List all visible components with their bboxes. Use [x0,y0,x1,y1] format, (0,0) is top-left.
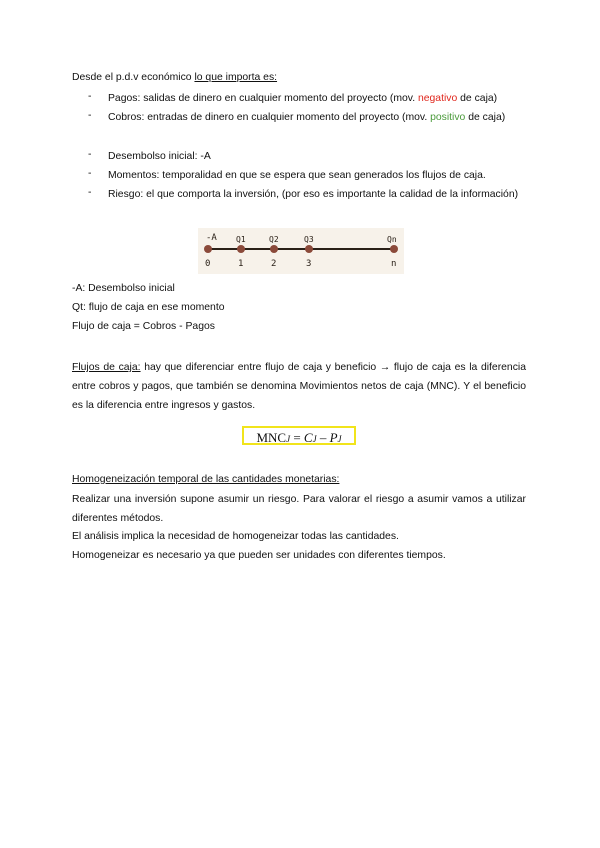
timeline-dot-n [390,245,398,253]
timeline-bottom-label-3: 3 [306,259,312,269]
homogeneizacion-p2: El análisis implica la necesidad de homogeneizar todas las cantidades. [72,531,399,542]
bullet-cobros: - [88,110,92,121]
list-item-desembolso: Desembolso inicial: -A [108,151,211,162]
list-item-riesgo: Riesgo: el que comporta la inversión, (por eso es importante la calidad de la información) [108,189,519,200]
bullet-riesgo: - [88,187,92,198]
flujos-title: Flujos de caja: [72,362,141,373]
timeline-dot-0 [204,245,212,253]
intro-line [72,72,277,83]
timeline-svg [198,228,404,274]
intro-underlined: lo que importa es: [194,72,278,83]
definition-qt: Qt: flujo de caja en ese momento [72,302,225,313]
timeline-dot-2 [270,245,278,253]
definition-a: -A: Desembolso inicial [72,283,175,294]
list-item-cobros: Cobros: entradas de dinero en cualquier momento del proyecto (mov. positivo de caja) [108,112,506,123]
timeline-bottom-label-1: 1 [238,259,244,269]
timeline-top-label-2: Q2 [269,235,279,244]
timeline-bottom-label-0: 0 [205,259,211,269]
timeline-top-label-n: Qn [387,235,397,244]
timeline-dots: ··· [324,244,333,254]
homogeneizacion-p3: Homogeneizar es necesario ya que pueden ser unidades con diferentes tiempos. [72,550,446,561]
flujos-text: hay que diferenciar entre flujo de caja y beneficio → flujo de caja es la diferencia entre cobros y pagos, que también se denomina Movimientos netos de caja (MNC). Y el beneficio es la diferencia entre ingresos y gastos. [72,362,526,411]
timeline-dot-3 [305,245,313,253]
intro-prefix: Desde el p.d.v económico [72,72,195,83]
timeline-top-label-1: Q1 [236,235,246,244]
mnc-formula: MNCJ = CJ – PJ [242,426,356,445]
bullet-desembolso: - [88,149,92,160]
negativo-highlight: negativo [417,93,458,104]
timeline-bottom-label-2: 2 [271,259,277,269]
bullet-momentos: - [88,168,92,179]
list-item-pagos: Pagos: salidas de dinero en cualquier momento del proyecto (mov. negativo de caja) [108,93,498,104]
flujos-paragraph [72,358,526,415]
positivo-highlight: positivo [430,112,466,123]
timeline-dot-1 [237,245,245,253]
timeline-bottom-label-n: n [391,259,397,269]
timeline-top-label-0: -A [206,233,217,243]
timeline-top-label-3: Q3 [304,235,314,244]
list-item-momentos: Momentos: temporalidad en que se espera que sean generados los flujos de caja. [108,170,486,181]
cash-flow-timeline [198,228,404,274]
bullet-pagos: - [88,91,92,102]
homogeneizacion-p1: Realizar una inversión supone asumir un riesgo. Para valorar el riesgo a asumir vamos a utilizar diferentes métodos. [72,494,526,524]
definition-flujo: Flujo de caja = Cobros - Pagos [72,321,215,332]
homogeneizacion-title: Homogeneización temporal de las cantidades monetarias: [72,474,340,485]
